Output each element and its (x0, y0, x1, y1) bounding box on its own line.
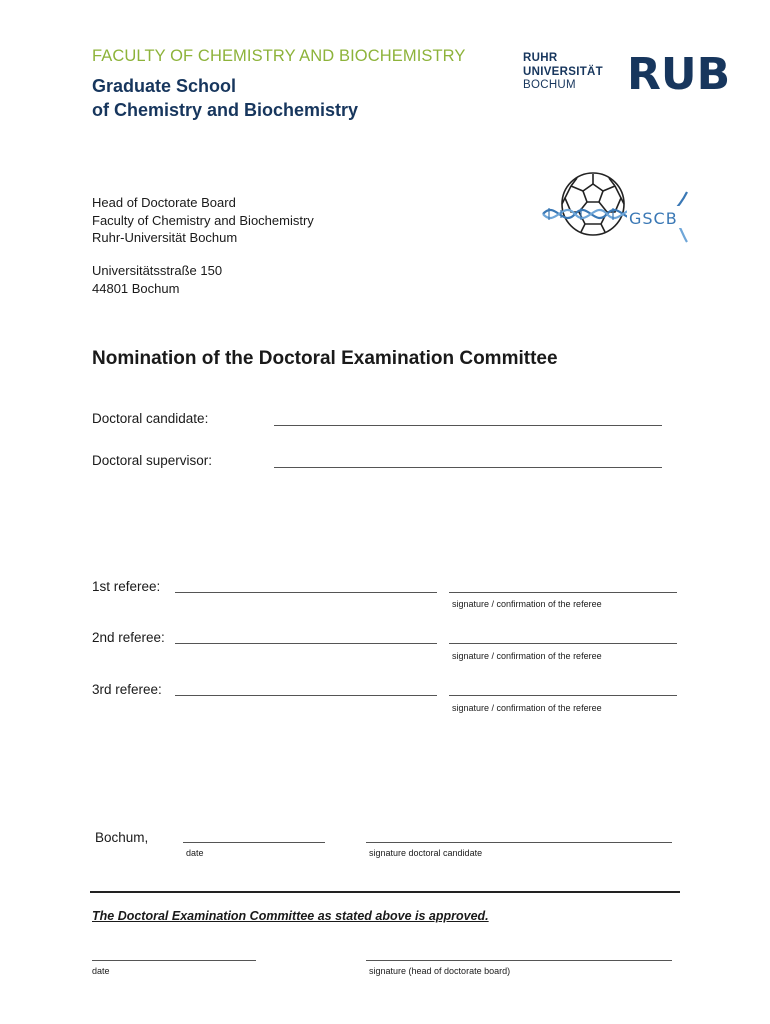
referee-3-label: 3rd referee: (92, 682, 162, 697)
board-signature-line[interactable] (366, 960, 672, 961)
candidate-name-line[interactable] (274, 425, 662, 426)
rub-logo (627, 50, 732, 99)
referee-3-signature-line[interactable] (449, 695, 677, 696)
referee-1-name-line[interactable] (175, 592, 437, 593)
school-line-2: of Chemistry and Biochemistry (92, 100, 359, 120)
street-address (92, 262, 222, 297)
candidate-signature-line[interactable] (366, 842, 672, 843)
signoff-date-caption: date (186, 848, 204, 858)
referee-1-label: 1st referee: (92, 579, 161, 594)
rub-logo-text: RUB (627, 50, 731, 94)
supervisor-name-line[interactable] (274, 467, 662, 468)
document-title: Nomination of the Doctoral Examination Committee (92, 348, 558, 369)
address-line-3: Ruhr-Universität Bochum (92, 230, 238, 245)
graduate-school-title (92, 74, 358, 122)
address-line-2: Faculty of Chemistry and Biochemistry (92, 212, 314, 228)
recipient-address (92, 194, 314, 247)
gscb-label: GSCB (629, 209, 678, 228)
address-line-1: Head of Doctorate Board (92, 195, 236, 210)
referee-2-signature-line[interactable] (449, 643, 677, 644)
approval-statement: The Doctoral Examination Committee as stated above is approved. (92, 909, 489, 923)
place-label: Bochum, (95, 830, 149, 845)
street: Universitätsstraße 150 (92, 263, 223, 278)
section-divider (90, 891, 680, 893)
school-line-1: Graduate School (92, 76, 237, 96)
referee-3-caption: signature / confirmation of the referee (452, 703, 602, 713)
candidate-signature-caption: signature doctoral candidate (369, 848, 483, 858)
referee-1-signature-line[interactable] (449, 592, 677, 593)
referee-2-name-line[interactable] (175, 643, 437, 644)
referee-2-caption: signature / confirmation of the referee (452, 651, 602, 661)
candidate-label: Doctoral candidate: (92, 411, 209, 426)
uni-line-3: BOCHUM (523, 79, 576, 91)
city: 44801 Bochum (92, 280, 180, 296)
gscb-logo (541, 170, 691, 255)
university-name (523, 52, 603, 93)
approval-date-line[interactable] (92, 960, 256, 961)
fullerene-icon (562, 173, 624, 235)
supervisor-label: Doctoral supervisor: (92, 453, 213, 468)
signoff-date-line[interactable] (183, 842, 325, 843)
referee-3-name-line[interactable] (175, 695, 437, 696)
referee-2-label: 2nd referee: (92, 630, 165, 645)
referee-1-caption: signature / confirmation of the referee (452, 599, 602, 609)
board-signature-caption: signature (head of doctorate board) (369, 966, 511, 976)
uni-line-1: RUHR (523, 52, 558, 64)
approval-date-caption: date (92, 966, 110, 976)
uni-line-2: UNIVERSITÄT (523, 65, 603, 78)
faculty-heading: FACULTY OF CHEMISTRY AND BIOCHEMISTRY (92, 47, 466, 65)
